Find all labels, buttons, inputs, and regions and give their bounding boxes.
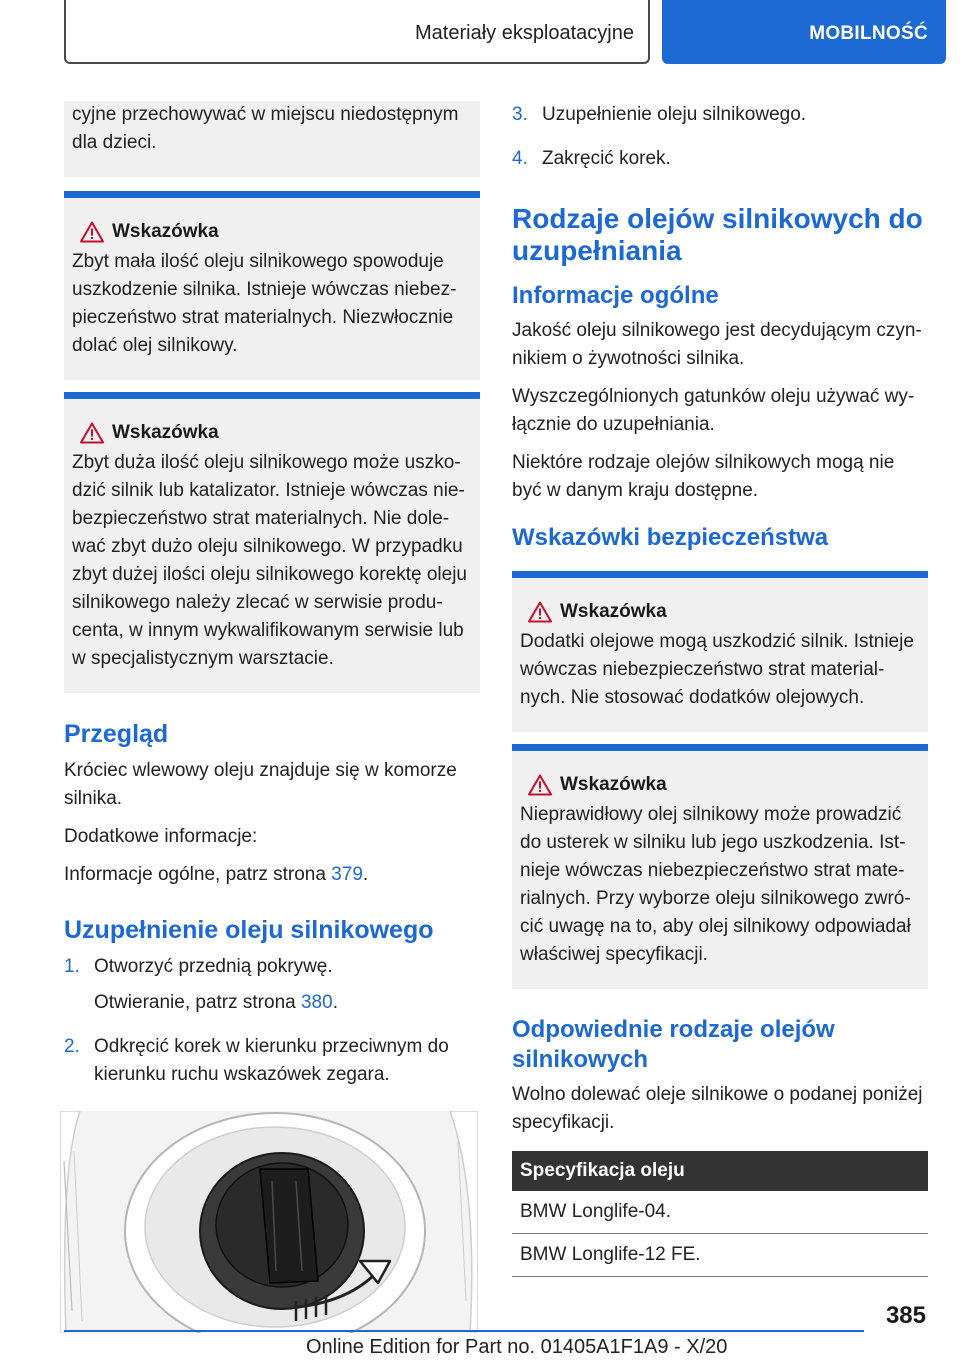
list-item bbox=[512, 101, 928, 137]
subheading-safety: Wskazówki bezpieczeństwa bbox=[512, 524, 829, 551]
table-cell: BMW Longlife-12 FE. bbox=[512, 1234, 928, 1277]
warning-triangle-icon bbox=[520, 600, 560, 624]
refill-steps-list bbox=[64, 953, 480, 1097]
table-cell: BMW Longlife-04. bbox=[512, 1191, 928, 1234]
list-item bbox=[512, 145, 928, 181]
notice-title: Wskazówka bbox=[560, 601, 667, 622]
step-text: Odkręcić korek w kierunku przeciwnym do kierunku ruchu wskazówek zegara. bbox=[94, 1036, 449, 1085]
notice-title-row bbox=[72, 220, 472, 244]
oil-spec-table bbox=[512, 1151, 928, 1277]
step-text: Uzupełnienie oleju silnikowego. bbox=[542, 104, 807, 125]
table-row bbox=[512, 1234, 928, 1277]
list-item bbox=[64, 953, 480, 1025]
right-column bbox=[512, 101, 928, 1277]
step-number: 4. bbox=[512, 148, 528, 169]
step-number: 1. bbox=[64, 956, 80, 977]
warning-triangle-icon bbox=[72, 421, 112, 445]
page-number: 385 bbox=[885, 1302, 926, 1329]
notice-box-oil-additives bbox=[512, 571, 928, 732]
table-header: Specyfikacja oleju bbox=[512, 1151, 928, 1191]
step-text: Otworzyć przednią pokrywę. bbox=[94, 956, 333, 977]
section-heading-overview: Przegląd bbox=[64, 720, 169, 748]
notice-text: Zbyt mała ilość oleju silnikowego spowoduje uszkodzenie silnika. Istnieje wówczas niebezpieczeństwo strat materialnych. Niezwłocznie dolać olej silnikowy. bbox=[72, 251, 457, 356]
step-subtext: Otwieranie, patrz strona 380. bbox=[94, 992, 338, 1013]
footer-edition: Online Edition for Part no. 01405A1F1A9 - X/20 bbox=[306, 1336, 728, 1358]
notice-text: Nieprawidłowy olej silnikowy może prowadzić do usterek w silniku lub jego uszkodzenia. Istnieje wówczas niebezpieczeństwo strat materialnych. Przy wyborze oleju silnikowego zwrócić uwagę na to, aby olej silnikowy odpowiadał właściwej specyfikacji. bbox=[520, 804, 911, 965]
notice-title: Wskazówka bbox=[560, 774, 667, 795]
continued-warning-text: cyjne przechowywać w miejscu niedostępnym dla dzieci. bbox=[72, 104, 459, 153]
subheading-general-info: Informacje ogólne bbox=[512, 282, 719, 309]
overview-paragraph-3: Informacje ogólne, patrz strona 379. bbox=[64, 864, 369, 885]
notice-title-row bbox=[72, 421, 472, 445]
suitable-paragraph: Wolno dolewać oleje silnikowe o podanej poniżej specyfikacji. bbox=[512, 1084, 923, 1133]
refill-steps-continued bbox=[512, 101, 928, 181]
notice-title: Wskazówka bbox=[112, 422, 219, 443]
page-link-379[interactable]: 379 bbox=[331, 864, 363, 885]
notice-title: Wskazówka bbox=[112, 221, 219, 242]
step-number: 3. bbox=[512, 104, 528, 125]
subheading-suitable-oils: Odpowiednie rodzaje olejów silnikowych bbox=[512, 1016, 835, 1073]
step-number: 2. bbox=[64, 1036, 80, 1057]
page-link-380[interactable]: 380 bbox=[300, 992, 333, 1013]
left-column bbox=[64, 101, 480, 1333]
header-section-title: Materiały eksploatacyjne bbox=[415, 22, 634, 44]
header-chapter-tab[interactable] bbox=[662, 0, 946, 64]
oil-filler-cap-illustration bbox=[60, 1111, 478, 1333]
footer-divider bbox=[64, 1330, 864, 1332]
overview-paragraph-1: Króciec wlewowy oleju znajduje się w komorze silnika. bbox=[64, 760, 457, 809]
notice-text: Dodatki olejowe mogą uszkodzić silnik. Istnieje wówczas niebezpieczeństwo strat materialnych. Nie stosować dodatków olejowych. bbox=[520, 631, 914, 708]
notice-text: Zbyt duża ilość oleju silnikowego może uszkodzić silnik lub katalizator. Istnieje wówczas niebezpieczeństwo strat materialnych. Nie dolewać zbyt dużo oleju silnikowego. W przypadku zbyt dużej ilości oleju silnikowego korektę oleju silnikowego należy zlecać w serwisie producenta, w innym wykwalifikowanym serwisie lub w specjalistycznym warsztacie. bbox=[72, 452, 467, 669]
oil-filler-cap-drawing bbox=[60, 1111, 478, 1333]
section-heading-refill: Uzupełnienie oleju silnikowego bbox=[64, 916, 434, 944]
header-chapter-title: MOBILNOŚĆ bbox=[809, 23, 928, 44]
overview-paragraph-2: Dodatkowe informacje: bbox=[64, 826, 258, 847]
notice-box-wrong-oil bbox=[512, 744, 928, 989]
list-item bbox=[64, 1033, 480, 1097]
table-row bbox=[512, 1191, 928, 1234]
step-text: Zakręcić korek. bbox=[542, 148, 671, 169]
section-heading-oil-types: Rodzaje olejów silnikowych do uzupełniania bbox=[512, 203, 923, 266]
continued-warning-box bbox=[64, 101, 480, 177]
notice-title-row bbox=[520, 773, 920, 797]
notice-box-too-much-oil bbox=[64, 392, 480, 693]
general-paragraph-3: Niektóre rodzaje olejów silnikowych mogą nie być w danym kraju dostępne. bbox=[512, 452, 895, 501]
notice-title-row bbox=[520, 600, 920, 624]
warning-triangle-icon bbox=[72, 220, 112, 244]
header-section-tab bbox=[64, 0, 650, 64]
general-paragraph-1: Jakość oleju silnikowego jest decydującym czynnikiem o żywotności silnika. bbox=[512, 320, 922, 369]
general-paragraph-2: Wyszczególnionych gatunków oleju używać wyłącznie do uzupełniania. bbox=[512, 386, 915, 435]
warning-triangle-icon bbox=[520, 773, 560, 797]
notice-box-too-little-oil bbox=[64, 191, 480, 380]
